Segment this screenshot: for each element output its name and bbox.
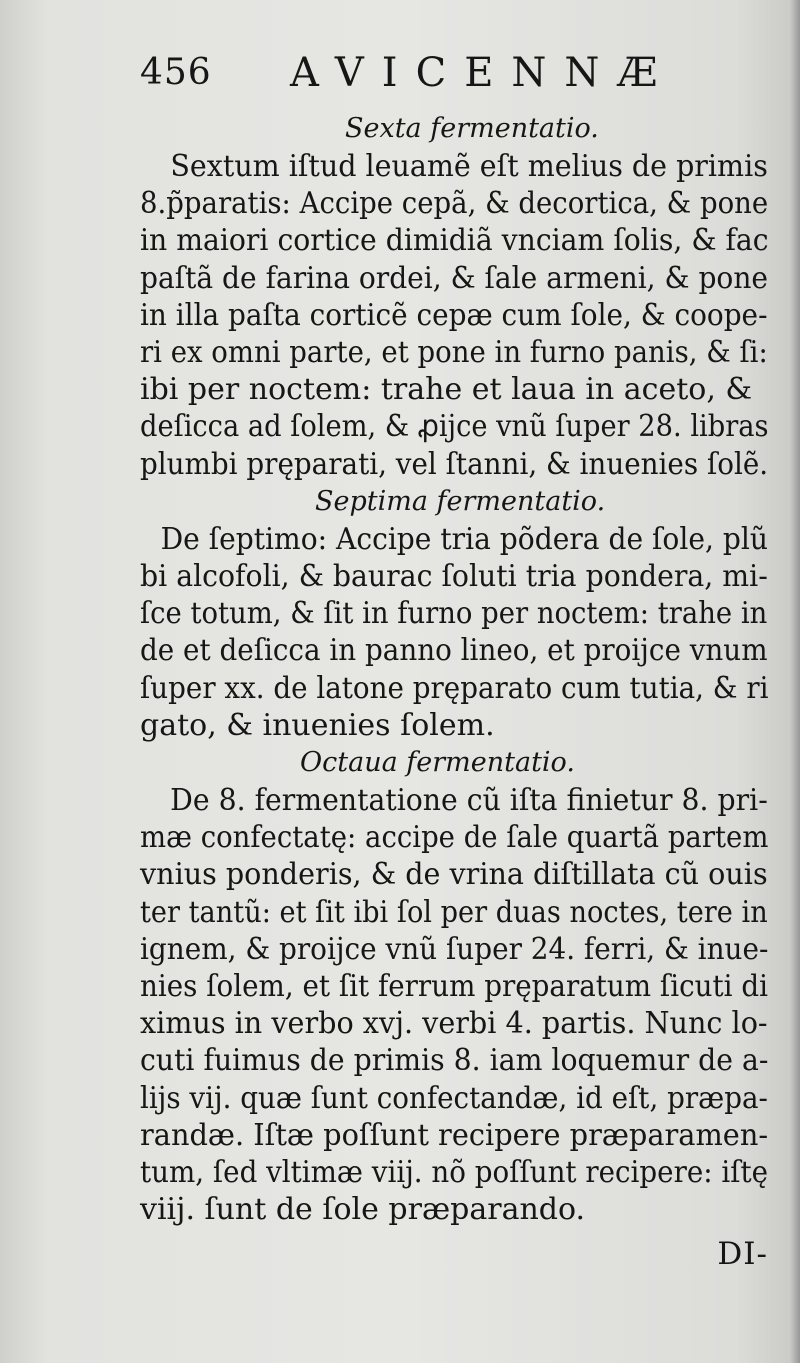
text-line: vnius ponderis, & de vrina diſtillata cũ ouis (140, 857, 768, 893)
text-line: lijs vij. quæ ſunt confectandæ, id eſt, præpa- (140, 1080, 768, 1116)
page-header (140, 46, 768, 110)
text-line: ſuper xx. de latone pręparato cum tutia, & ri (140, 670, 769, 706)
text-line: cuti fuimus de primis 8. iam loquemur de a- (140, 1043, 769, 1079)
text-line: De ſeptimo: Accipe tria põdera de ſole, plũ (160, 521, 768, 557)
text-line: ter tantũ: et ſit ibi ſol per duas noctes, tere in (140, 894, 768, 930)
section-title: Septima fermentatio. (315, 485, 606, 517)
text-line: deſicca ad ſolem, & ꝓijce vnũ ſuper 28. libras (140, 409, 769, 445)
section-sexta (140, 110, 768, 483)
text-line: De 8. fermentatione cũ iſta finietur 8. pri- (170, 783, 768, 819)
text-line: ignem, & proijce vnũ ſuper 24. ferri, & inue- (140, 931, 769, 967)
text-line: plumbi pręparati, vel ſtanni, & inuenies ſolẽ. (140, 446, 769, 482)
section-septima (140, 483, 768, 744)
catchword: DI- (717, 1236, 768, 1273)
text-line: viij. ſunt de ſole præparando. (140, 1192, 586, 1228)
text-line: tum, ſed vltimæ viij. nõ poſſunt recipere: iſtę (140, 1155, 769, 1191)
text-line: ri ex omni parte, et pone in furno panis, & ſi: (140, 335, 768, 371)
text-line: ximus in verbo xvj. verbi 4. partis. Nunc lo- (140, 1006, 768, 1042)
text-line: gato, & inuenies ſolem. (140, 707, 495, 743)
running-title: AVICENNÆ (290, 50, 676, 96)
text-line: Sextum iſtud leuamẽ eſt melius de primis (170, 149, 768, 184)
section-title: Octaua fermentatio. (300, 747, 575, 779)
text-line: paſtã de farina ordei, & ſale armeni, & pone (140, 260, 769, 296)
text-line: in illa paſta corticẽ cepæ cum ſole, & coope- (140, 297, 768, 333)
text-line: randæ. Iſtæ poſſunt recipere præparamen- (140, 1117, 769, 1153)
text-line: 8.p̃paratis: Accipe cepã, & decortica, & pone (140, 186, 769, 222)
text-block (140, 46, 768, 1274)
text-line: nies ſolem, et ſit ferrum pręparatum ſicuti di (140, 969, 768, 1005)
page-number: 456 (140, 52, 212, 93)
text-line: mæ confectatę: accipe de ſale quartã partem (140, 820, 769, 856)
text-line: ibi per noctem: trahe et laua in aceto, & (140, 372, 753, 408)
text-line: bi alcofoli, & baurac ſoluti tria pondera, mi- (140, 559, 768, 595)
section-title: Sexta fermentatio. (345, 113, 599, 144)
section-octaua (140, 744, 768, 1228)
text-line: ſce totum, & ſit in furno per noctem: trahe in (140, 596, 768, 632)
text-line: de et deſicca in panno lineo, et proijce vnum (140, 633, 768, 669)
text-line: in maiori cortice dimidiã vnciam ſolis, & fac (140, 223, 769, 259)
